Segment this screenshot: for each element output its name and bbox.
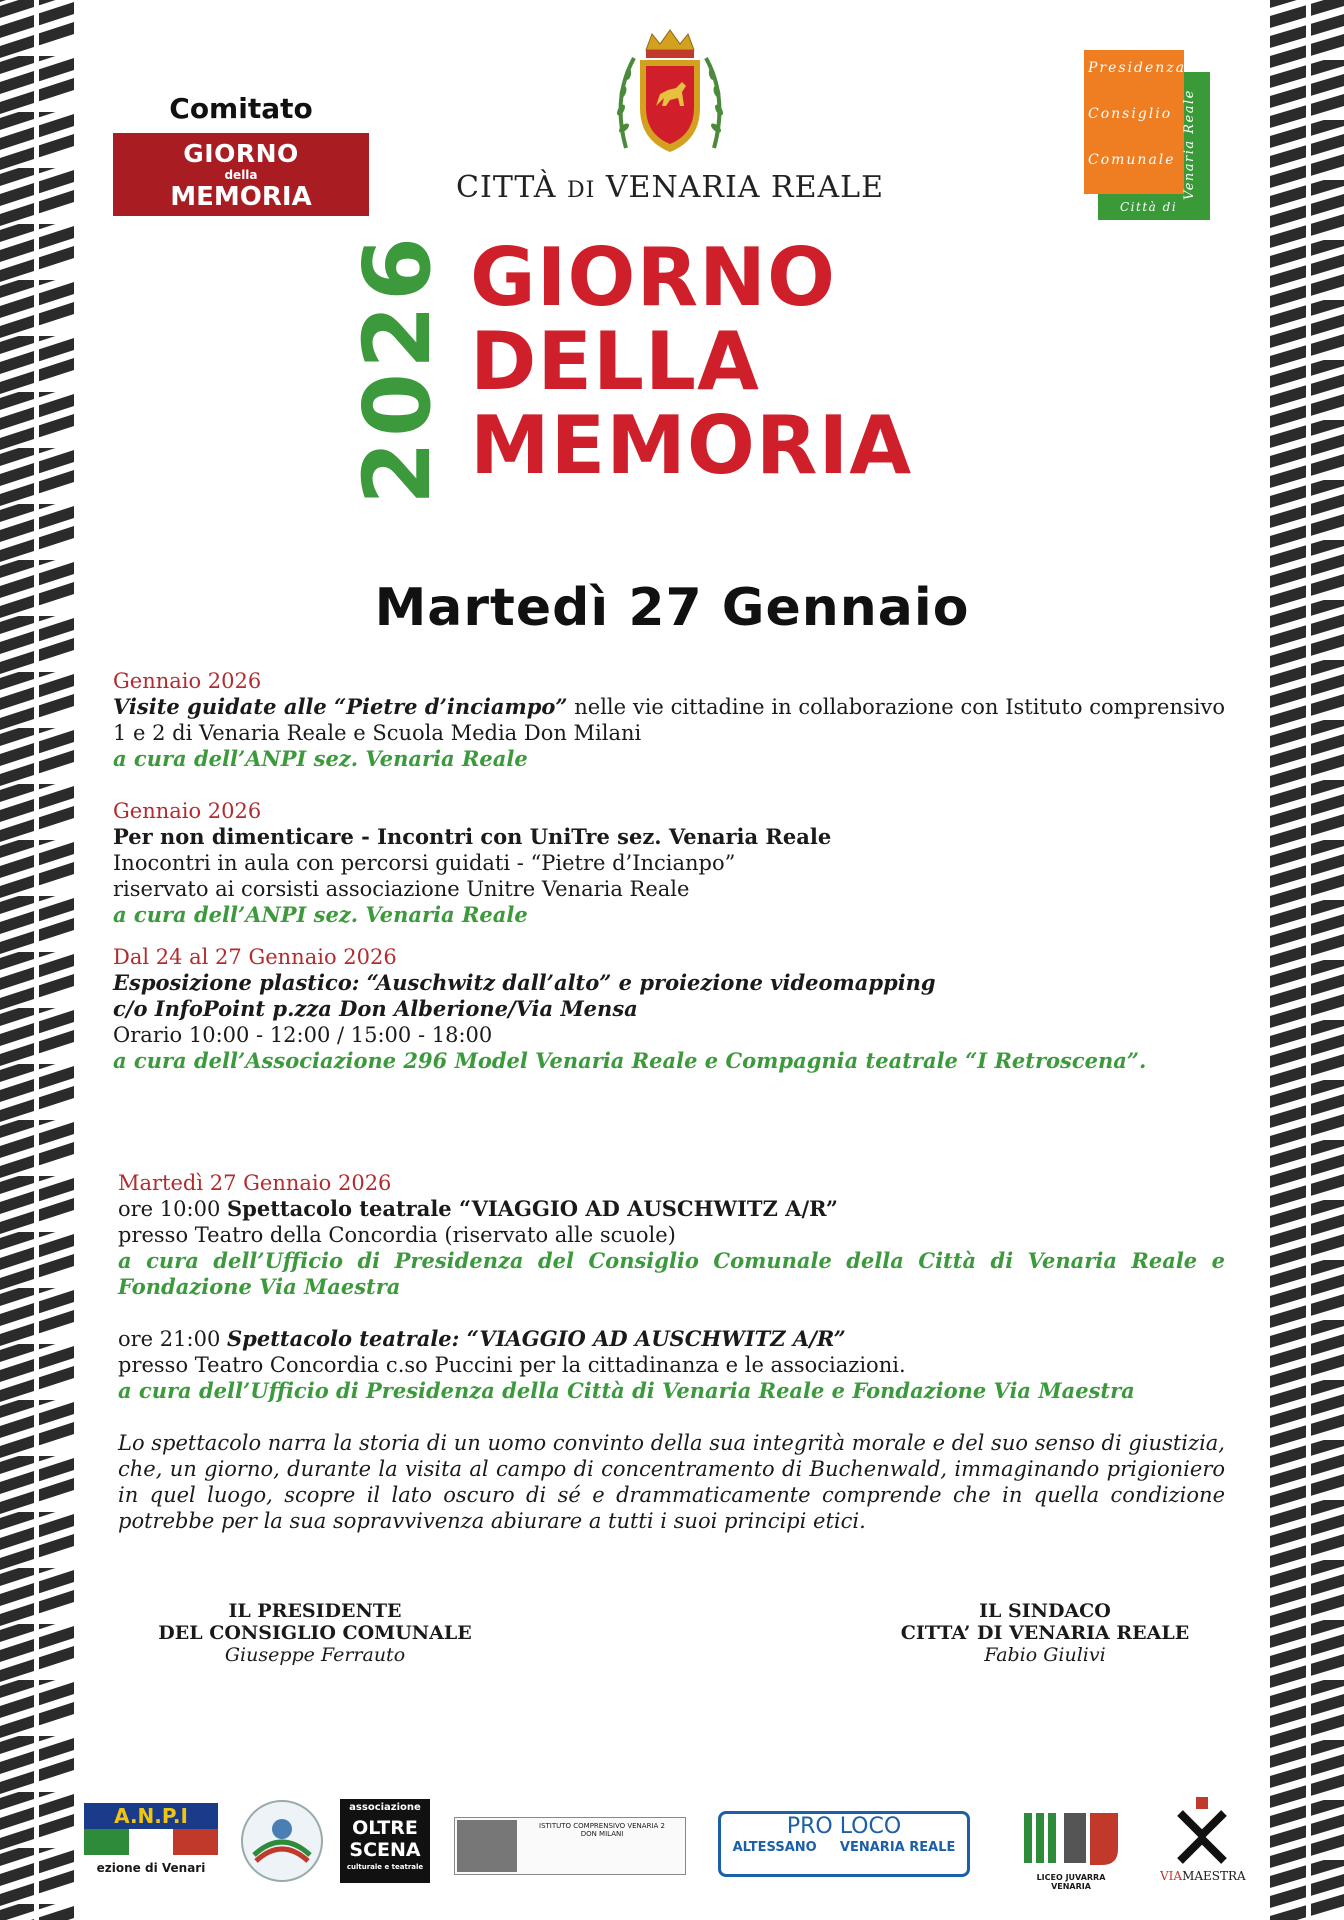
page-title <box>470 231 913 492</box>
viamaestra-logo <box>1160 1795 1244 1891</box>
city-prefix: CITTÀ <box>456 170 557 205</box>
decorative-border-left <box>0 0 74 1920</box>
event-location: c/o InfoPoint p.zza Don Alberione/Via Mensa <box>113 996 638 1021</box>
event-item <box>113 1326 1225 1404</box>
title-year: 2026 <box>344 232 451 505</box>
proloco-logo <box>718 1811 970 1877</box>
event-title: Spettacolo teatrale “VIAGGIO AD AUSCHWITZ A/R” <box>226 1196 838 1221</box>
comitato-box-line3: MEMORIA <box>170 182 312 212</box>
title-line1: GIORNO <box>470 231 836 324</box>
show-description: Lo spettacolo narra la storia di un uomo convinto della sua integrità morale e del suo senso di giustizia, che, un giorno, durante la visita al campo di concentramento di Buchenwald, immaginando prigioniero in quel luogo, scopre il lato oscuro di sé e drammaticamente comprende che in quella condizione potrebbe per la sua sopravvivenza abiurare a tutti i suoi principi etici. <box>118 1431 1225 1533</box>
oltrescena-bot: SCENA <box>349 1839 421 1861</box>
liceo-logo <box>1020 1809 1122 1891</box>
event-title: Esposizione plastico: “Auschwitz dall’alto” e proiezione videomapping <box>113 970 936 995</box>
event-item <box>113 1170 1225 1300</box>
event-text: presso Teatro della Concordia (riservato alle scuole) <box>118 1223 676 1247</box>
event-credit: a cura dell’Ufficio di Presidenza della Città di Venaria Reale e Fondazione Via Maestra <box>118 1378 1135 1403</box>
event-credit: a cura dell’ANPI sez. Venaria Reale <box>113 746 528 771</box>
event-date: Gennaio 2026 <box>113 669 262 693</box>
signature-name: Giuseppe Ferrauto <box>224 1644 406 1666</box>
oltrescena-mid: OLTRE <box>352 1817 418 1839</box>
title-line3: MEMORIA <box>470 399 913 492</box>
event-credit: a cura dell’ANPI sez. Venaria Reale <box>113 902 528 927</box>
anpi-caption: ezione di Venari <box>96 1861 206 1875</box>
event-credit: a cura dell’Associazione 296 Model Venaria Reale e Compagnia teatrale “I Retroscena”. <box>113 1048 1147 1073</box>
viamaestra-via: VIA <box>1160 1869 1183 1883</box>
event-title: Visite guidate alle “Pietre d’inciampo” <box>113 694 568 719</box>
anpi-logo <box>84 1803 218 1879</box>
viamaestra-label <box>1160 1869 1244 1883</box>
city-suffix: VENARIA REALE <box>605 170 884 205</box>
comitato-heading: Comitato <box>169 92 313 125</box>
signature-title: CITTA’ DI VENARIA REALE <box>900 1622 1190 1644</box>
event-body <box>113 694 1225 746</box>
presidenza-vertical: Venaria Reale <box>1182 89 1197 200</box>
istituto-logo <box>454 1817 686 1875</box>
sponsors-row <box>84 1795 1264 1895</box>
city-small: DI <box>566 178 596 203</box>
signature-name: Fabio Giulivi <box>984 1644 1106 1666</box>
event-body <box>118 1326 1225 1352</box>
event-title: Per non dimenticare - Incontri con UniTre sez. Venaria Reale <box>113 824 832 849</box>
liceo-mark-icon <box>1020 1809 1122 1869</box>
city-crest-icon <box>612 28 728 168</box>
event-body <box>118 1196 1225 1222</box>
comitato-logo <box>113 92 369 216</box>
event-time: ore 21:00 <box>118 1327 227 1351</box>
istituto-sub: DON MILANI <box>580 1830 624 1838</box>
event-text: presso Teatro Concordia c.so Puccini per la cittadinanza e le associazioni. <box>118 1353 906 1377</box>
event-credit: a cura dell’Ufficio di Presidenza del Consiglio Comunale della Città di Venaria Reale e Fondazione Via Maestra <box>118 1248 1225 1299</box>
oltrescena-top: associazione <box>349 1802 421 1813</box>
event-date: Martedì 27 Gennaio 2026 <box>118 1171 392 1195</box>
liceo-label: LICEO JUVARRA VENARIA <box>1036 1873 1106 1891</box>
signature-mayor <box>880 1600 1210 1666</box>
event-text: nelle vie cittadine in collaborazione con Istituto comprensivo 1 e 2 di Venaria Reale e Scuola Media Don Milani <box>113 695 1225 745</box>
presidenza-line2: Consiglio <box>1088 106 1173 122</box>
oltrescena-side: culturale e teatrale <box>346 1863 424 1871</box>
event-date: Gennaio 2026 <box>113 799 262 823</box>
event-title: Spettacolo teatrale: “VIAGGIO AD AUSCHWITZ A/R” <box>226 1326 846 1351</box>
oltrescena-logo <box>340 1799 430 1883</box>
istituto-photo <box>457 1820 517 1872</box>
comitato-box-line1: GIORNO <box>183 139 299 168</box>
signature-title: DEL CONSIGLIO COMUNALE <box>158 1622 472 1644</box>
signature-title: IL SINDACO <box>979 1600 1111 1622</box>
proloco-bottom <box>721 1840 967 1855</box>
city-name <box>400 170 940 205</box>
event-text: riservato ai corsisti associazione Unitre Venaria Reale <box>113 877 690 901</box>
event-time: ore 10:00 <box>118 1197 227 1221</box>
events-list <box>113 668 1225 1534</box>
event-text: Inocontri in aula con percorsi guidati - “Pietre d’Incianpo” <box>113 851 736 875</box>
comitato-box-line2: della <box>224 168 258 182</box>
istituto-title: ISTITUTO COMPRENSIVO VENARIA 2 <box>539 1822 665 1830</box>
viamaestra-mark-icon <box>1174 1795 1230 1865</box>
proloco-right: VENARIA REALE <box>839 1840 956 1855</box>
association-round-logo-icon <box>240 1799 324 1883</box>
presidenza-line3: Comunale <box>1088 152 1176 168</box>
presidenza-logo <box>1084 50 1210 220</box>
comitato-box <box>113 133 369 216</box>
event-item <box>113 798 1225 928</box>
presidenza-line1: Presidenza <box>1088 60 1187 76</box>
title-line2: DELLA <box>470 315 760 408</box>
anpi-label: A.N.P.I <box>84 1803 218 1829</box>
signature-president <box>150 1600 480 1666</box>
event-date-heading: Martedì 27 Gennaio <box>374 578 970 638</box>
signature-title: IL PRESIDENTE <box>228 1600 402 1622</box>
event-hours: Orario 10:00 - 12:00 / 15:00 - 18:00 <box>113 1023 493 1047</box>
anpi-flag <box>84 1829 218 1855</box>
decorative-border-right <box>1270 0 1344 1920</box>
event-item <box>113 944 1225 1074</box>
proloco-left: ALTESSANO <box>732 1840 817 1855</box>
event-item <box>113 668 1225 772</box>
viamaestra-maestra: MAESTRA <box>1182 1869 1246 1883</box>
presidenza-city-label: Città di <box>1120 200 1178 214</box>
istituto-text <box>519 1818 685 1874</box>
proloco-top: PRO LOCO <box>786 1814 902 1839</box>
event-date: Dal 24 al 27 Gennaio 2026 <box>113 945 397 969</box>
